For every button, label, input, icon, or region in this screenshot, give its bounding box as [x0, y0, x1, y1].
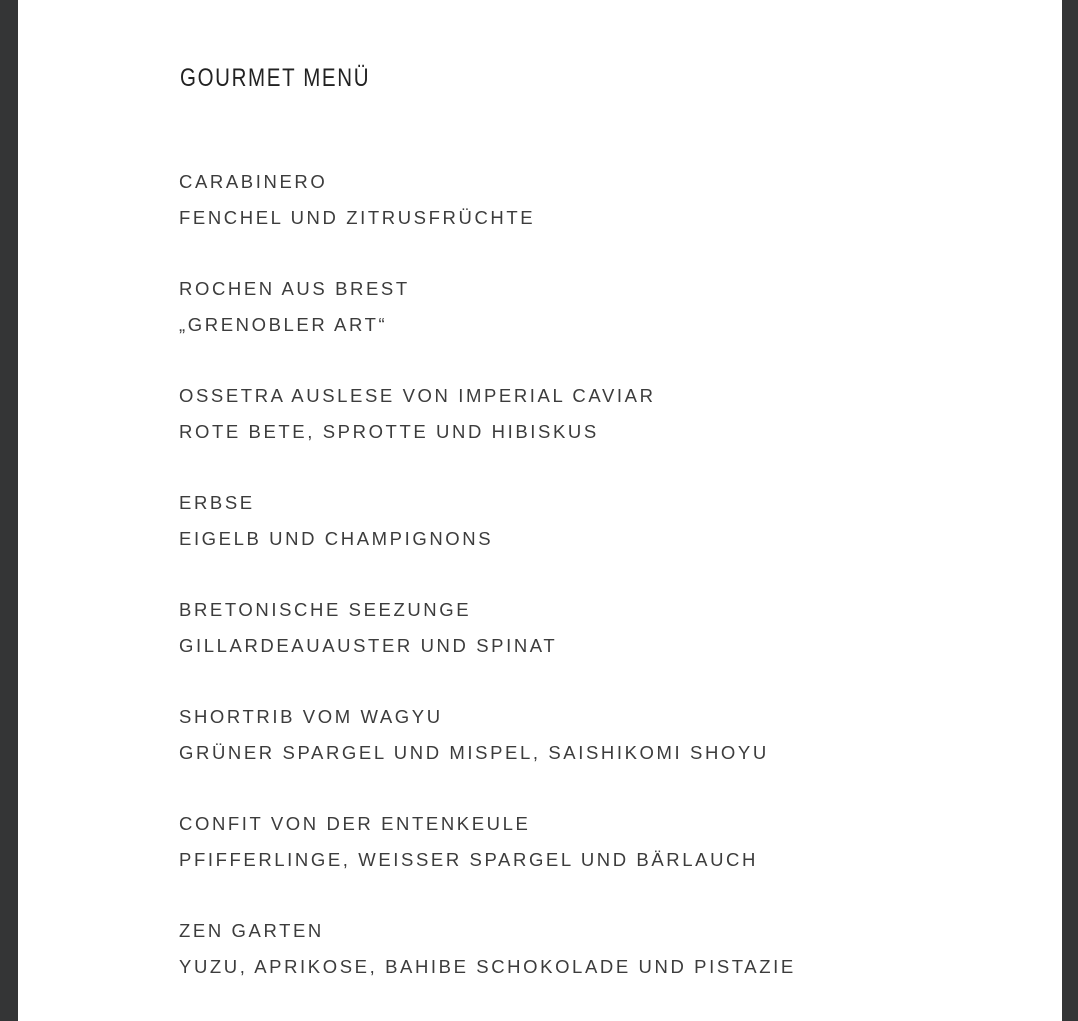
course-item: [179, 271, 410, 343]
course-name: SHORTRIB VOM WAGYU: [179, 706, 443, 727]
course-item: [179, 164, 535, 236]
course-description: ROTE BETE, SPROTTE UND HIBISKUS: [179, 421, 599, 442]
course-description: EIGELB UND CHAMPIGNONS: [179, 528, 494, 549]
course-item: [179, 913, 796, 985]
course-item: [179, 485, 493, 557]
course-description: PFIFFERLINGE, WEISSER SPARGEL UND BÄRLAUCH: [179, 849, 758, 870]
course-name: ERBSE: [179, 492, 255, 513]
course-name: CONFIT VON DER ENTENKEULE: [179, 813, 531, 834]
course-description: „GRENOBLER ART“: [179, 314, 388, 335]
course-description: YUZU, APRIKOSE, BAHIBE SCHOKOLADE UND PISTAZIE: [179, 956, 796, 977]
course-description: GILLARDEAUAUSTER UND SPINAT: [179, 635, 558, 656]
menu-page: [18, 0, 1062, 1021]
course-name: ZEN GARTEN: [179, 920, 324, 941]
menu-title: GOURMET MENÜ: [180, 64, 371, 92]
course-item: [179, 699, 769, 771]
course-name: BRETONISCHE SEEZUNGE: [179, 599, 472, 620]
course-name: ROCHEN AUS BREST: [179, 278, 410, 299]
course-description: FENCHEL UND ZITRUSFRÜCHTE: [179, 207, 536, 228]
course-name: CARABINERO: [179, 171, 328, 192]
course-item: [179, 592, 557, 664]
course-name: OSSETRA AUSLESE VON IMPERIAL CAVIAR: [179, 385, 656, 406]
course-item: [179, 806, 758, 878]
course-item: [179, 378, 656, 450]
course-description: GRÜNER SPARGEL UND MISPEL, SAISHIKOMI SHOYU: [179, 742, 769, 763]
